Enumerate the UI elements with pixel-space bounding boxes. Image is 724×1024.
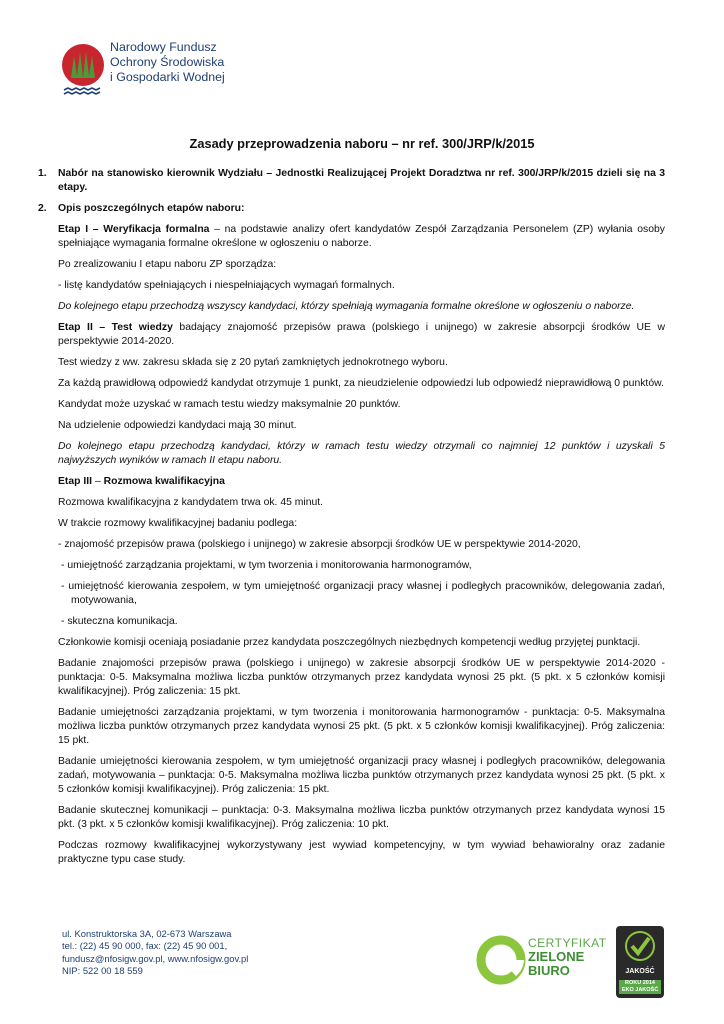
cert-line-2: ZIELONE bbox=[528, 949, 585, 964]
cert-line-1: CERTYFIKAT bbox=[528, 936, 607, 950]
etap3-p6: Badanie umiejętności kierowania zespołem, w tym umiejętność organizacji pracy własnej i podległych pracowników, delegowania zadań, motywowania – punktacja: 0-5. Maksymalna możliwa liczba punktów otrzymanych przez kandydata wynosi 25 pkt. (5 pkt. x 5 członków komisji kwalifikacyjnej). Próg zaliczenia: 15 pkt. bbox=[58, 756, 665, 795]
etap3-label-title: Rozmowa kwalifikacyjna bbox=[103, 476, 225, 487]
logo-line-2: Ochrony Środowiska bbox=[110, 55, 225, 69]
section-number: 2. bbox=[38, 203, 47, 214]
etap1-text: – na podstawie analizy ofert kandydatów Zespół Zarządzania Personelem (ZP) wyłania osoby spełniające wymagania formalne określone w ogłoszeniu o naborze. bbox=[58, 224, 665, 249]
section-text: Opis poszczególnych etapów naboru: bbox=[58, 203, 245, 214]
etap3-bullet-4: - skuteczna komunikacja. bbox=[61, 616, 178, 627]
etap2-p5: Na udzielenie odpowiedzi kandydaci mają 30 minut. bbox=[58, 420, 297, 431]
logo-line-1: Narodowy Fundusz bbox=[110, 40, 217, 54]
footer-email-link[interactable]: fundusz@nfosigw.gov.pl, www.nfosigw.gov.pl bbox=[62, 952, 249, 964]
etap2-text: badający znajomość przepisów prawa (polskiego i unijnego) w zakresie absorpcji środków UE w perspektywie 2014-2020. bbox=[58, 322, 665, 347]
etap3-bullet-2: - umiejętność zarządzania projektami, w tym tworzenia i monitorowania harmonogramów, bbox=[61, 560, 472, 571]
checkmark-icon bbox=[616, 926, 664, 966]
etap3-heading bbox=[58, 475, 665, 489]
etap1-p4: Do kolejnego etapu przechodzą wszyscy kandydaci, którzy spełniają wymagania formalne określone w ogłoszeniu o naborze. bbox=[58, 301, 635, 312]
section-1 bbox=[38, 167, 665, 195]
stages-description bbox=[38, 223, 665, 867]
certificate-green-office bbox=[476, 930, 607, 1000]
etap3-p8: Podczas rozmowy kwalifikacyjnej wykorzystywany jest wywiad kompetencyjny, w tym wywiad behawioralny oraz zadanie praktyczne typu case study. bbox=[58, 840, 665, 865]
etap1-label: Etap I – Weryfikacja formalna bbox=[58, 224, 210, 235]
badge-label: JAKOŚĆ bbox=[625, 968, 655, 975]
badge-year: ROKU 2014 bbox=[625, 980, 655, 986]
etap3-p2: W trakcie rozmowy kwalifikacyjnej badaniu podlega: bbox=[58, 518, 298, 529]
section-2 bbox=[38, 202, 665, 216]
cert-line-3: BIURO bbox=[528, 963, 570, 978]
etap2-paragraph bbox=[58, 321, 665, 349]
nfosigw-emblem-icon bbox=[58, 40, 108, 98]
etap1-p2: Po zrealizowaniu I etapu naboru ZP sporządza: bbox=[58, 259, 277, 270]
badge-eko: EKO JAKOŚĆ bbox=[621, 987, 659, 993]
etap2-label: Etap II – Test wiedzy bbox=[58, 322, 173, 333]
etap3-bullet-1: - znajomość przepisów prawa (polskiego i unijnego) w zakresie absorpcji środków UE w perspektywie 2014-2020, bbox=[58, 539, 581, 550]
section-text: Nabór na stanowisko kierownik Wydziału – Jednostki Realizującej Projekt Doradztwa nr ref. 300/JRP/k/2015 dzieli się na 3 etapy. bbox=[58, 168, 665, 193]
footer-address: ul. Konstruktorska 3A, 02-673 Warszawa bbox=[62, 928, 232, 939]
etap2-p4: Kandydat może uzyskać w ramach testu wiedzy maksymalnie 20 punktów. bbox=[58, 399, 401, 410]
etap3-p3: Członkowie komisji oceniają posiadanie przez kandydata poszczególnych niezbędnych kompetencji według przyjętej punktacji. bbox=[58, 637, 641, 648]
etap2-p2: Test wiedzy z ww. zakresu składa się z 20 pytań zamkniętych jednokrotnego wyboru. bbox=[58, 357, 448, 368]
etap3-dash: – bbox=[92, 476, 104, 487]
leaf-circle-icon bbox=[476, 930, 526, 990]
etap2-p6: Do kolejnego etapu przechodzą kandydaci, którzy w ramach testu wiedzy otrzymali co najmniej 12 punktów i uzyskali 5 najwyższych wyników w ramach II etapu naboru. bbox=[58, 441, 665, 466]
logo-line-3: i Gospodarki Wodnej bbox=[110, 70, 225, 84]
etap2-p3: Za każdą prawidłową odpowiedź kandydat otrzymuje 1 punkt, za nieudzielenie odpowiedzi lub odpowiedź nieprawidłową 0 punktów. bbox=[58, 378, 664, 389]
footer-phone: tel.: (22) 45 90 000, fax: (22) 45 90 001, bbox=[62, 940, 228, 952]
etap1-paragraph bbox=[58, 223, 665, 251]
quality-badge bbox=[616, 926, 664, 998]
etap3-p1: Rozmowa kwalifikacyjna z kandydatem trwa ok. 45 minut. bbox=[58, 497, 324, 508]
footer-nip: NIP: 522 00 18 559 bbox=[62, 964, 143, 976]
section-number: 1. bbox=[38, 168, 47, 179]
badge-ribbon bbox=[619, 980, 661, 994]
etap3-p7: Badanie skutecznej komunikacji – punktacja: 0-3. Maksymalna możliwa liczba punktów otrzymanych przez kandydata wynosi 15 pkt. (3 pkt. x 5 członków komisji kwalifikacyjnej). Próg zaliczenia: 10 pkt. bbox=[58, 805, 665, 830]
etap1-p3: - listę kandydatów spełniających i niespełniających wymagań formalnych. bbox=[58, 280, 395, 291]
page-title: Zasady przeprowadzenia naboru – nr ref. 300/JRP/k/2015 bbox=[189, 136, 535, 151]
etap3-label: Etap III bbox=[58, 476, 93, 487]
document-body bbox=[38, 167, 665, 874]
nfosigw-logo bbox=[58, 40, 233, 100]
etap3-p4: Badanie znajomości przepisów prawa (polskiego i unijnego) w zakresie absorpcji środków UE w perspektywie 2014-2020 - punktacja: 0-5. Maksymalna możliwa liczba punktów otrzymanych przez kandydata wynosi 25 pkt. (5 pkt. x 5 członków komisji kwalifikacyjnej). Próg zaliczenia: 15 pkt. bbox=[58, 658, 665, 697]
footer-contact bbox=[62, 928, 248, 977]
etap3-p5: Badanie umiejętności zarządzania projektami, w tym tworzenia i monitorowania harmonogramów - punktacja: 0-5. Maksymalna możliwa liczba punktów otrzymanych przez kandydata wynosi 25 pkt. (5 pkt. x 5 członków komisji kwalifikacyjnej). Próg zaliczenia: 15 pkt. bbox=[58, 707, 665, 746]
etap3-bullet-3: - umiejętność kierowania zespołem, w tym umiejętność organizacji pracy własnej i podległych pracowników, delegowania zadań, motywowania, bbox=[61, 581, 665, 606]
